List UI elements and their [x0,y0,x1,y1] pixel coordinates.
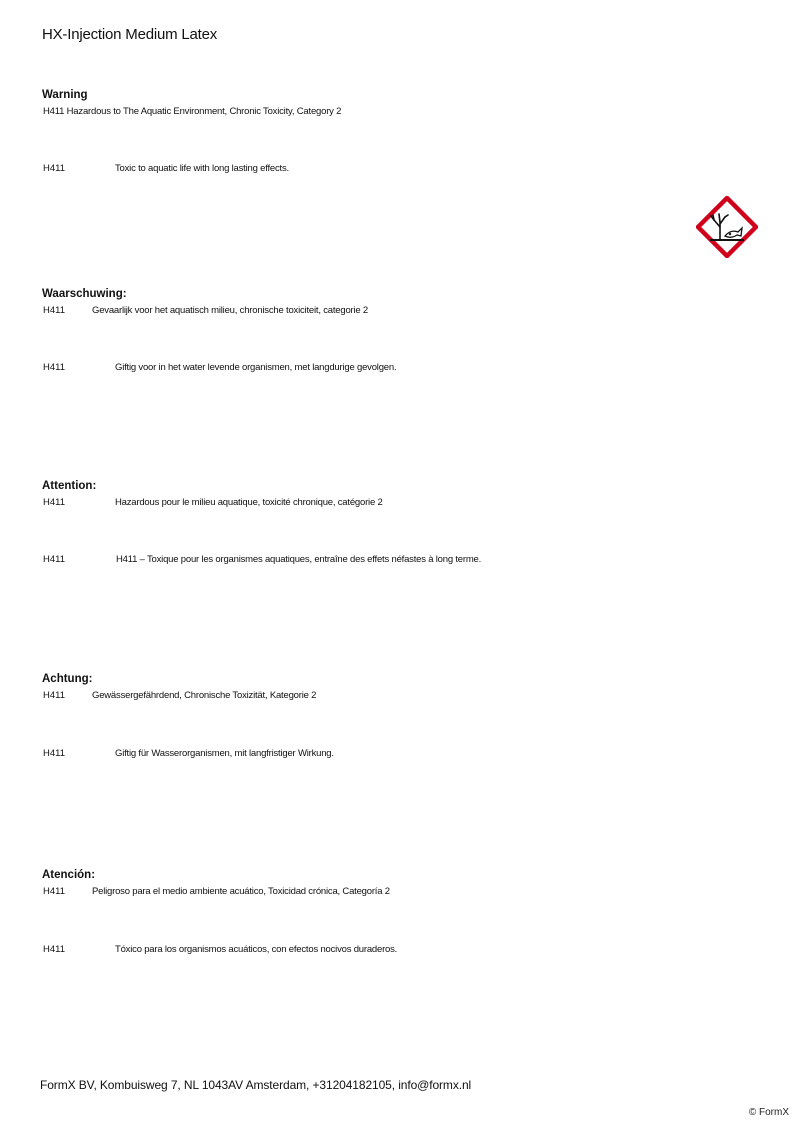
footer-address: FormX BV, Kombuisweg 7, NL 1043AV Amsterdam, +31204182105, info@formx.nl [40,1078,472,1092]
ghs09-environment-icon [696,196,758,258]
copyright-notice: © FormX [748,1107,789,1118]
classification-code-fr: H411 [43,497,66,508]
section-heading-fr: Attention: [42,480,97,492]
statement-text-fr: H411 – Toxique pour les organismes aquatiques, entraîne des effets néfastes à long terme. [116,554,482,565]
document-title: HX-Injection Medium Latex [42,26,218,43]
section-heading-en: Warning [42,89,88,101]
classification-code-nl: H411 [43,305,66,316]
statement-code-de: H411 [43,748,66,759]
statement-code-fr: H411 [43,554,66,565]
statement-text-de: Giftig für Wasserorganismen, mit langfristiger Wirkung. [115,748,334,759]
classification-text-nl: Gevaarlijk voor het aquatisch milieu, chronische toxiciteit, categorie 2 [92,305,369,316]
section-heading-nl: Waarschuwing: [42,288,127,300]
classification-code-es: H411 [43,886,66,897]
classification-text-es: Peligroso para el medio ambiente acuático, Toxicidad crónica, Categoría 2 [92,886,390,897]
classification-text-en: H411 Hazardous to The Aquatic Environment, Chronic Toxicity, Category 2 [43,106,342,117]
statement-code-en: H411 [43,163,66,174]
classification-code-de: H411 [43,690,66,701]
statement-code-nl: H411 [43,362,66,373]
classification-text-de: Gewässergefährdend, Chronische Toxizität, Kategorie 2 [92,690,317,701]
classification-text-fr: Hazardous pour le milieu aquatique, toxicité chronique, catégorie 2 [115,497,383,508]
statement-code-es: H411 [43,944,66,955]
pictogram-border [698,198,756,256]
statement-text-es: Tóxico para los organismos acuáticos, con efectos nocivos duraderos. [115,944,398,955]
statement-text-en: Toxic to aquatic life with long lasting effects. [115,163,289,174]
section-heading-es: Atención: [42,869,96,881]
section-heading-de: Achtung: [42,673,93,685]
statement-text-nl: Giftig voor in het water levende organismen, met langdurige gevolgen. [115,362,397,373]
